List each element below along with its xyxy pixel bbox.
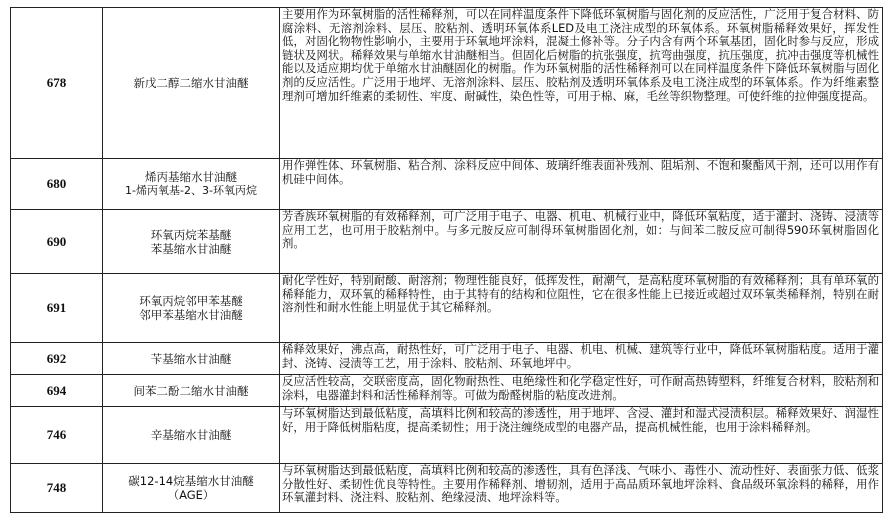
product-name <box>103 159 280 210</box>
product-alias-line: （AGE） <box>167 488 215 502</box>
product-code: 690 <box>11 210 103 274</box>
product-code: 680 <box>11 159 103 210</box>
product-name <box>103 343 280 375</box>
product-name <box>103 8 280 159</box>
product-code: 694 <box>11 375 103 407</box>
product-name-line: 环氧丙烷苯基醚 <box>150 227 232 242</box>
product-description: 耐化学性好，特别耐酸、耐溶剂；物理性能良好，低挥发性，耐潮气，是高粘度环氧树脂的有效稀释剂；具有单环氧的稀释能力，双环氧的稀释特性，由于其特有的结构和位阻性，它在很多性能上已接近或超过双环氧类稀释剂，特别在耐溶剂性和耐水性能上明显优于其它稀释剂。 <box>280 274 883 343</box>
table-row <box>11 8 883 159</box>
product-code: 678 <box>11 8 103 159</box>
product-alias-line: 邻甲苯基缩水甘油醚 <box>139 308 243 322</box>
product-name-line: 环氧丙烷邻甲苯基醚 <box>139 294 243 308</box>
product-table <box>10 7 883 513</box>
product-code: 748 <box>11 464 103 513</box>
table-row <box>11 464 883 513</box>
table-row <box>11 407 883 464</box>
product-description: 反应活性较高，交联密度高，固化物耐热性、电绝缘性和化学稳定性好，可作耐高热铸塑料，纤维复合材料，胶粘剂和涂料，电器灌封料和活性稀释剂等。可做为酚醛树脂的粘度改进剂。 <box>280 375 883 407</box>
product-code: 692 <box>11 343 103 375</box>
product-name-line: 烯丙基缩水甘油醚 <box>145 170 237 184</box>
product-code: 746 <box>11 407 103 464</box>
product-code: 691 <box>11 274 103 343</box>
table-row <box>11 210 883 274</box>
product-name-line: 碳12-14烷基缩水甘油醚 <box>128 474 254 488</box>
product-name-line: 间苯二酚二缩水甘油醚 <box>133 383 249 398</box>
product-name <box>103 464 280 513</box>
product-name <box>103 274 280 343</box>
table-row <box>11 375 883 407</box>
product-description: 与环氧树脂达到最低粘度，高填料比例和较高的渗透性，具有色泽浅、气味小、毒性小、流动性好、表面张力低、低浆分散性好、柔韧性优良等特性。主要用作稀释剂、增韧剂，适用于高品质环氧地坪涂料、食品级环氧涂料的稀释，用作环氧灌封料、浇注料、胶粘剂、绝缘浸渍、地坪涂料等。 <box>280 464 883 513</box>
table-row <box>11 343 883 375</box>
product-name-line: 苄基缩水甘油醚 <box>150 351 232 366</box>
product-name-line: 新戊二醇二缩水甘油醚 <box>133 76 249 90</box>
table-row <box>11 159 883 210</box>
product-name <box>103 210 280 274</box>
product-alias-line: 苯基缩水甘油醚 <box>150 241 232 256</box>
product-name-line: 辛基缩水甘油醚 <box>150 428 232 442</box>
product-description: 与环氧树脂达到最低粘度，高填料比例和较高的渗透性，用于地坪、含浸、灌封和湿式浸渍积层。稀释效果好、润湿性好，用于降低树脂粘度，提高柔韧性；用于浇注缠绕成型的电器产品，提高机械性能，也用于涂料稀释剂。 <box>280 407 883 464</box>
product-description: 稀释效果好，沸点高，耐热性好，可广泛用于电子、电器、机电、机械、建筑等行业中，降低环氧树脂粘度。适用于灌封、浇铸、浸渍等工艺，用于涂料、胶粘剂、环氧地坪中。 <box>280 343 883 375</box>
product-name <box>103 407 280 464</box>
product-description: 用作弹性体、环氧树脂、粘合剂、涂料反应中间体、玻璃纤维表面补残剂、阻垢剂、不饱和聚酯风干剂，还可以用作有机硅中间体。 <box>280 159 883 210</box>
product-name <box>103 375 280 407</box>
product-alias-line: 1-烯丙氧基-2、3-环氧丙烷 <box>125 184 257 197</box>
product-description: 芳香族环氧树脂的有效稀释剂，可广泛用于电子、电器、机电、机械行业中，降低环氧粘度，适于灌封、浇铸、浸渍等应用工艺，也可用于胶粘剂中。与多元胺反应可制得环氧树脂固化剂，如：与间苯二胺反应可制得590环氧树脂固化剂。 <box>280 210 883 274</box>
product-description: 主要用作为环氧树脂的活性稀释剂，可以在同样温度条件下降低环氧树脂与固化剂的反应活性，广泛用于复合材料、防腐涂料、无溶剂涂料、层压、胶粘剂、透明环氧体系LED及电工浇注成型的环氧体系。环氧树脂稀释效果好，挥发性低，对固化物物性影响小，主要用于环氧地坪涂料，混凝土修补等。分子内含有两个环氧基团，固化时参与反应，形成链状及网状。稀释效果与单缩水甘油醚相当。但固化后树脂的抗张强度，抗弯曲强度，抗压强度，抗冲击强度等机械性能以及适应期均优于单缩水甘油醚固化的树脂。作为环氧树脂的活性稀释剂可以在同样温度条件下降低环氧树脂与固化剂的反应活性。广泛用于地坪、无溶剂涂料、层压、胶粘剂及透明环氧体系及电工浇注成型的环氧体系。作为纤维素整理剂可增加纤维素的柔韧性、牢度、耐碱性，染色性等，可用于棉、麻，毛丝等织物整理。可使纤维的拉伸强度提高。 <box>280 8 883 159</box>
table-row <box>11 274 883 343</box>
